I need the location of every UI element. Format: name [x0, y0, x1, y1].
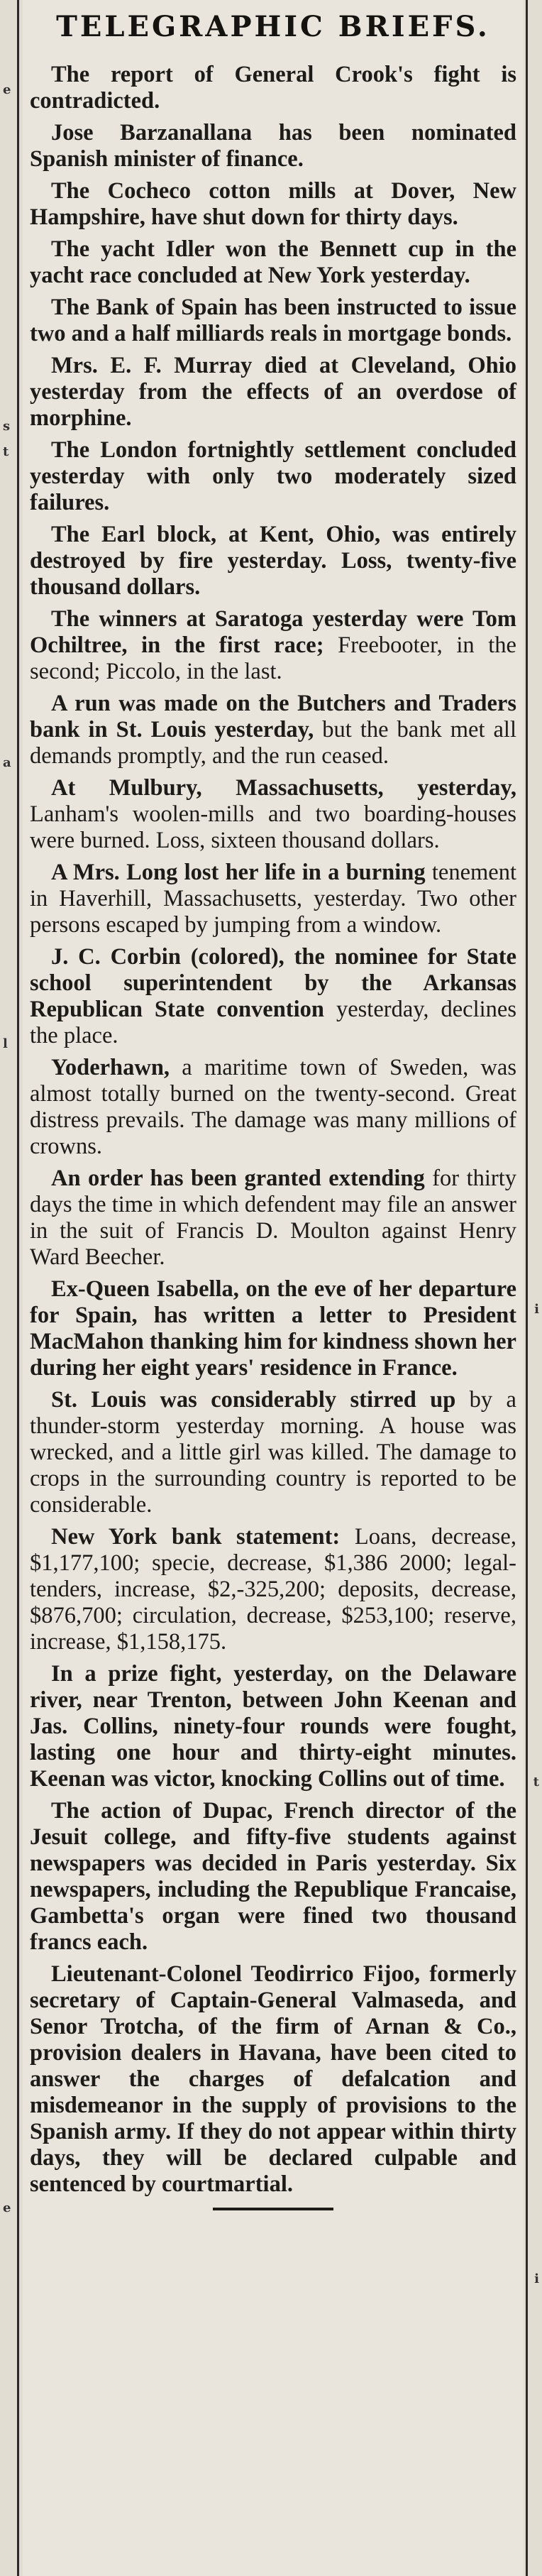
news-brief-lead: The winners at Saratoga yesterday were Tom Ochiltree, in the first race; [30, 606, 516, 658]
news-brief-lead: The action of Dupac, French director of the Jesuit college, and fifty-five students against newspapers was decided in Paris yesterday. Six newspapers, including the Republique Francaise, Gambetta's organ were fined two thousand francs each. [30, 1798, 516, 1955]
left-column-rule [17, 0, 19, 2576]
news-brief [26, 1387, 521, 1518]
news-column [26, 0, 521, 2576]
right-gutter [524, 0, 542, 2576]
bottom-divider [213, 2208, 333, 2210]
news-brief-lead: J. C. Corbin (colored), the nominee for State school superintendent by the Arkansas Republican State convention [30, 944, 516, 1022]
news-brief-lead: A run was made on the Butchers and Traders bank in St. Louis yesterday, [30, 691, 516, 742]
gutter-mark: t [533, 1775, 539, 1790]
news-brief-lead: New York bank statement: [51, 1524, 341, 1550]
news-brief-lead: Mrs. E. F. Murray died at Cleveland, Ohio yesterday from the effects of an overdose of morphine. [30, 353, 516, 431]
news-brief-lead: The London fortnightly settlement concluded yesterday with only two moderately sized failures. [30, 437, 516, 515]
briefs-list [26, 62, 521, 2198]
news-brief-lead: The Cocheco cotton mills at Dover, New Hampshire, have shut down for thirty days. [30, 178, 516, 230]
news-brief [26, 1661, 521, 1792]
news-brief-text: Freebooter, in the second; Piccolo, in the last. [30, 632, 516, 684]
news-brief-lead: St. Louis was considerably stirred up [51, 1387, 456, 1413]
gutter-mark: l [3, 1036, 8, 1051]
gutter-mark: t [3, 444, 9, 459]
gutter-mark: i [534, 2271, 539, 2286]
news-brief-text: Lanham's woolen-mills and two boarding-houses were burned. Loss, sixteen thousand dollars. [30, 801, 516, 853]
news-brief-text: Loans, decrease, $1,177,100; specie, decrease, $1,386 2000; legal-tenders, increase, $2,-325,200; deposits, decrease, $876,700; circulation, decrease, $253,100; reserve, increase, $1,158,175. [30, 1524, 516, 1655]
news-brief-text: by a thunder-storm yesterday morning. A house was wrecked, and a little girl was killed. The damage to crops in the surrounding country is reported to be considerable. [30, 1387, 516, 1518]
news-brief [26, 178, 521, 231]
news-brief [26, 522, 521, 601]
news-brief-lead: The report of General Crook's fight is contradicted. [30, 62, 516, 114]
gutter-mark: e [3, 2200, 11, 2215]
news-brief [26, 1798, 521, 1956]
news-brief-lead: The Earl block, at Kent, Ohio, was entirely destroyed by fire yesterday. Loss, twenty-five thousand dollars. [30, 522, 516, 600]
page-title: TELEGRAPHIC BRIEFS. [56, 10, 490, 43]
gutter-mark: a [3, 755, 11, 770]
news-brief [26, 775, 521, 854]
news-brief-lead: Yoderhawn, [51, 1055, 170, 1080]
news-brief [26, 860, 521, 938]
news-brief-lead: A Mrs. Long lost her life in a burning [51, 860, 426, 885]
news-brief [26, 691, 521, 769]
left-gutter [0, 0, 23, 2576]
news-brief [26, 1055, 521, 1160]
news-brief [26, 606, 521, 685]
news-brief-lead: An order has been granted extending [51, 1166, 425, 1191]
news-brief-text: for thirty days the time in which defendent may file an answer in the suit of Francis D. Moulton against Henry Ward Beecher. [30, 1166, 516, 1270]
news-brief [26, 236, 521, 289]
news-brief-lead: Jose Barzanallana has been nominated Spanish minister of finance. [30, 120, 516, 172]
news-brief [26, 1166, 521, 1271]
news-brief [26, 437, 521, 516]
news-brief-lead: The Bank of Spain has been instructed to issue two and a half milliards reals in mortgage bonds. [30, 295, 516, 346]
news-brief [26, 1276, 521, 1381]
news-brief [26, 944, 521, 1049]
news-brief-lead: Lieutenant-Colonel Teodirrico Fijoo, formerly secretary of Captain-General Valmaseda, and Senor Trotcha, of the firm of Arnan & Co., provision dealers in Havana, have been cited to answer the charges of defalcation and misdemeanor in the supply of provisions to the Spanish army. If they do not appear within thirty days, they will be declared culpable and sentenced by courtmartial. [30, 1961, 516, 2197]
news-brief [26, 120, 521, 172]
gutter-mark: e [3, 82, 11, 97]
gutter-mark: i [534, 1302, 539, 1317]
news-brief [26, 1961, 521, 2198]
news-brief [26, 353, 521, 432]
news-brief-lead: Ex-Queen Isabella, on the eve of her departure for Spain, has written a letter to President MacMahon thanking him for kindness shown her during her eight years' residence in France. [30, 1276, 516, 1381]
right-column-rule [526, 0, 528, 2576]
news-brief [26, 295, 521, 347]
news-brief-lead: In a prize fight, yesterday, on the Delaware river, near Trenton, between John Keenan and Jas. Collins, ninety-four rounds were fought, lasting one hour and thirty-eight minutes. Keenan was victor, knocking Collins out of time. [30, 1661, 516, 1792]
news-brief-text: but the bank met all demands promptly, and the run ceased. [30, 717, 516, 769]
news-brief-lead: The yacht Idler won the Bennett cup in the yacht race concluded at New York yesterday. [30, 236, 516, 288]
news-brief [26, 1524, 521, 1655]
news-brief-text: yesterday, declines the place. [30, 997, 516, 1048]
news-brief [26, 62, 521, 114]
news-brief-lead: At Mulbury, Massachusetts, yesterday, [51, 775, 516, 801]
gutter-mark: s [3, 419, 11, 434]
news-brief-text: tenement in Haverhill, Massachusetts, yesterday. Two other persons escaped by jumping from a window. [30, 860, 516, 938]
news-brief-text: a maritime town of Sweden, was almost totally burned on the twenty-second. Great distress prevails. The damage was many millions of crowns. [30, 1055, 516, 1159]
